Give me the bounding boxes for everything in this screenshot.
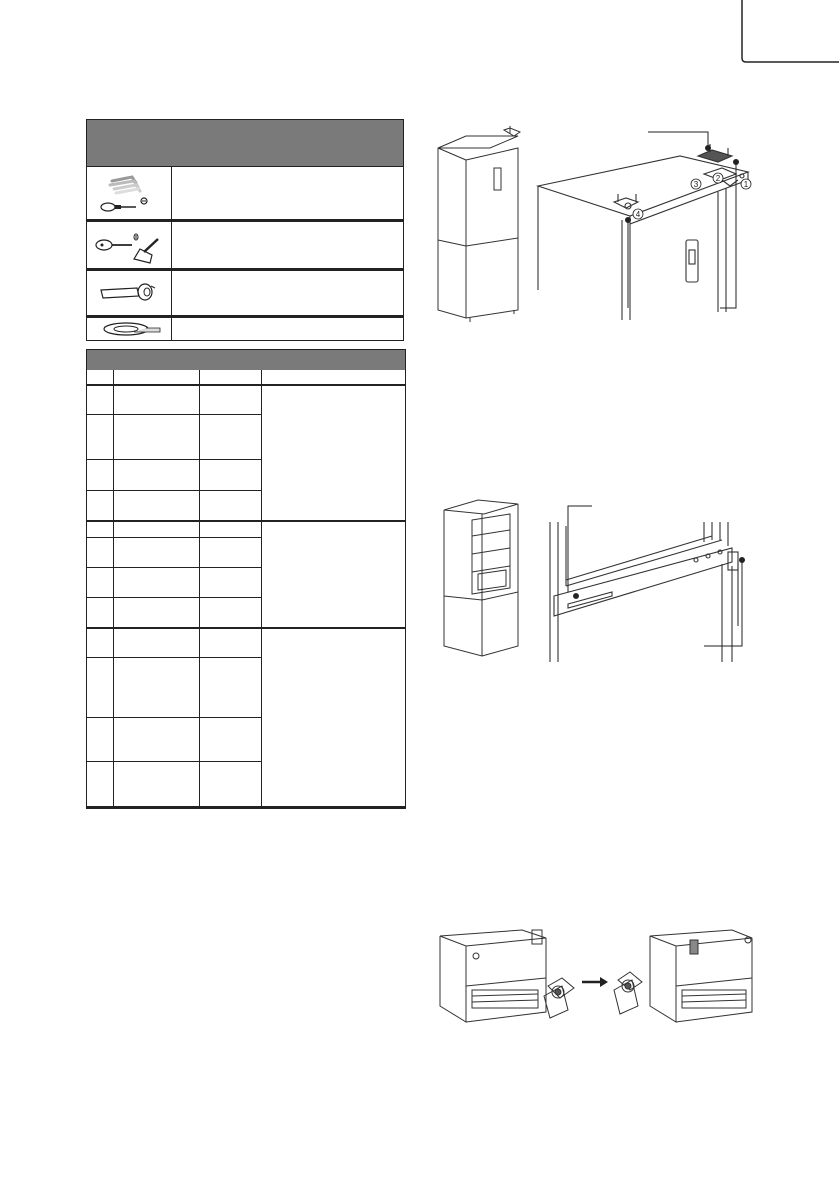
svg-text:3: 3 xyxy=(693,180,699,189)
page-corner-mark xyxy=(0,0,839,70)
middle-hinge-closeup xyxy=(550,522,738,662)
tool-row xyxy=(86,167,404,220)
tool-row xyxy=(86,316,404,341)
cabinet-left-view xyxy=(440,930,546,1022)
parts-table-column-headers xyxy=(87,370,405,386)
open-fridge-drawing xyxy=(444,500,518,656)
swap-arrow-icon xyxy=(582,977,608,987)
callout-leaders xyxy=(568,506,745,646)
required-tools-table xyxy=(86,119,404,341)
tape-roll-icon xyxy=(87,318,172,340)
svg-text:2: 2 xyxy=(715,174,721,183)
tool-description xyxy=(172,222,403,268)
tool-description xyxy=(172,271,403,315)
hinge-detail-after xyxy=(614,972,642,1014)
tools-table-header xyxy=(86,119,404,167)
fridge-overview-drawing xyxy=(438,126,520,322)
tool-description xyxy=(172,318,403,340)
svg-text:4: 4 xyxy=(635,210,641,219)
screwdriver-and-putty-knife-icon xyxy=(87,222,172,268)
tool-row xyxy=(86,220,404,269)
cabinet-right-view xyxy=(650,930,752,1022)
fridge-top-closeup xyxy=(538,144,748,320)
svg-text:1: 1 xyxy=(743,180,749,189)
parts-table-header xyxy=(87,349,405,370)
hinge-detail-before xyxy=(544,978,574,1018)
middle-hinge-figure xyxy=(442,496,752,662)
parts-table xyxy=(86,349,406,809)
tool-description xyxy=(172,167,403,219)
hex-keys-and-screwdriver-icon xyxy=(87,167,172,219)
numbered-callouts xyxy=(633,173,751,219)
bottom-hinge-swap-figure xyxy=(436,926,756,1028)
tool-row xyxy=(86,269,404,316)
parts-table-grid xyxy=(87,370,405,808)
top-hinge-removal-figure xyxy=(430,120,760,325)
socket-wrench-icon xyxy=(87,271,172,315)
